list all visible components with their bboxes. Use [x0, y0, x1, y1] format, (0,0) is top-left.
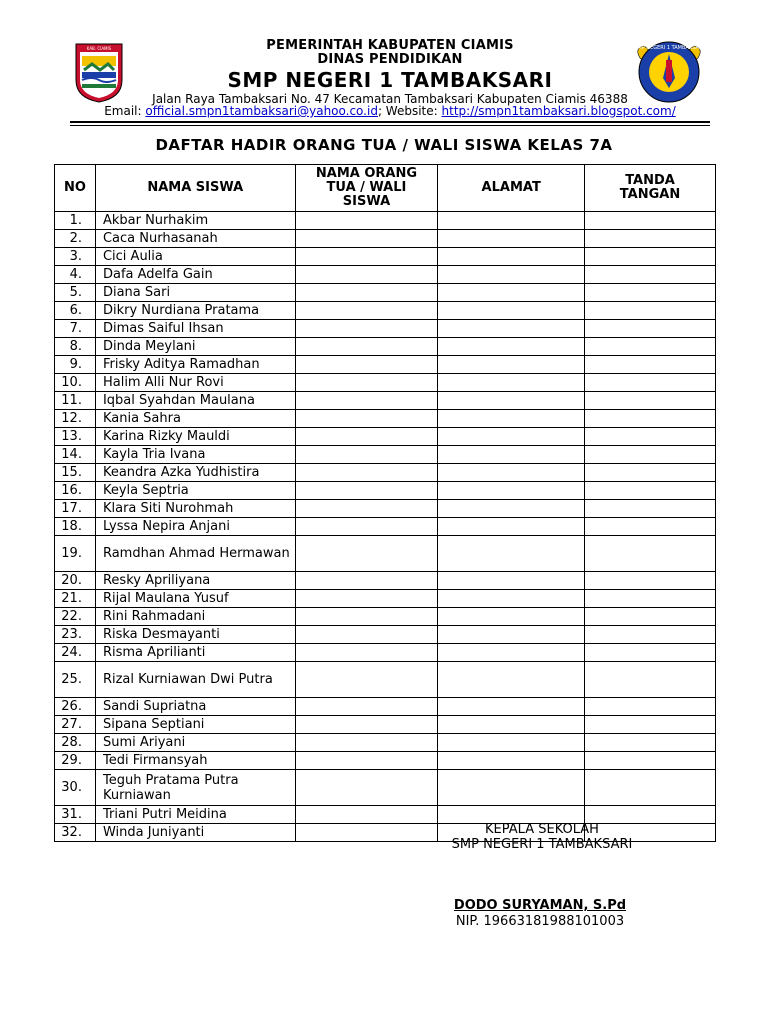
header-divider-thick — [70, 121, 710, 123]
principal-name: DODO SURYAMAN, S.Pd — [453, 898, 627, 913]
table-row — [55, 374, 716, 392]
row-number: 25. — [55, 662, 96, 698]
address-cell[interactable] — [438, 590, 585, 608]
email-label: Email: — [104, 104, 142, 118]
row-number: 7. — [55, 320, 96, 338]
parent-name-cell[interactable] — [295, 338, 438, 356]
student-name: Dafa Adelfa Gain — [95, 266, 295, 284]
website-link[interactable]: http://smpn1tambaksari.blogspot.com/ — [441, 104, 676, 118]
table-row — [55, 248, 716, 266]
student-name: Kania Sahra — [95, 410, 295, 428]
parent-name-cell[interactable] — [295, 266, 438, 284]
parent-name-cell[interactable] — [295, 230, 438, 248]
address-cell[interactable] — [438, 374, 585, 392]
address-cell[interactable] — [438, 284, 585, 302]
government-name: PEMERINTAH KABUPATEN CIAMIS — [266, 38, 514, 53]
table-row — [55, 320, 716, 338]
table-row — [55, 356, 716, 374]
document-title: DAFTAR HADIR ORANG TUA / WALI SISWA KELAS 7A — [155, 136, 613, 154]
header-student-name: NAMA SISWA — [95, 165, 295, 212]
row-number: 1. — [55, 212, 96, 230]
table-row — [55, 716, 716, 734]
address-cell[interactable] — [438, 212, 585, 230]
signature-cell[interactable] — [585, 248, 716, 266]
address-cell[interactable] — [438, 806, 585, 824]
row-number: 18. — [55, 518, 96, 536]
row-number: 32. — [55, 824, 96, 842]
signature-cell[interactable] — [585, 356, 716, 374]
table-row — [55, 662, 716, 698]
address-cell[interactable] — [438, 392, 585, 410]
signature-cell[interactable] — [585, 536, 716, 572]
website-label: ; Website: — [377, 104, 438, 118]
address-cell[interactable] — [438, 230, 585, 248]
student-name: Winda Juniyanti — [95, 824, 295, 842]
table-row — [55, 428, 716, 446]
signature-cell[interactable] — [585, 626, 716, 644]
table-row — [55, 590, 716, 608]
logo-right-caption: SMP NEGERI 1 TAMBAKSARI — [634, 45, 704, 51]
table-row — [55, 734, 716, 752]
header-no: NO — [55, 165, 96, 212]
signature-cell[interactable] — [585, 464, 716, 482]
signature-role: KEPALA SEKOLAH — [485, 822, 599, 837]
signature-cell[interactable] — [585, 338, 716, 356]
parent-name-cell[interactable] — [295, 212, 438, 230]
row-number: 6. — [55, 302, 96, 320]
address-cell[interactable] — [438, 446, 585, 464]
row-number: 12. — [55, 410, 96, 428]
signature-cell[interactable] — [585, 752, 716, 770]
parent-name-cell[interactable] — [295, 302, 438, 320]
row-number: 9. — [55, 356, 96, 374]
parent-name-cell[interactable] — [295, 716, 438, 734]
parent-name-cell[interactable] — [295, 662, 438, 698]
row-number: 20. — [55, 572, 96, 590]
address-cell[interactable] — [438, 482, 585, 500]
student-name: Karina Rizky Mauldi — [95, 428, 295, 446]
table-row — [55, 230, 716, 248]
address-cell[interactable] — [438, 572, 585, 590]
principal-nip: NIP. 19663181988101003 — [455, 914, 625, 929]
row-number: 21. — [55, 590, 96, 608]
signature-cell[interactable] — [585, 302, 716, 320]
table-row — [55, 482, 716, 500]
signature-cell[interactable] — [585, 590, 716, 608]
row-number: 29. — [55, 752, 96, 770]
parent-name-cell[interactable] — [295, 536, 438, 572]
row-number: 23. — [55, 626, 96, 644]
table-row — [55, 752, 716, 770]
table-row — [55, 302, 716, 320]
student-name: Klara Siti Nurohmah — [95, 500, 295, 518]
address-cell[interactable] — [438, 356, 585, 374]
signature-cell[interactable] — [585, 428, 716, 446]
table-row — [55, 446, 716, 464]
signature-cell[interactable] — [585, 284, 716, 302]
student-name: Risma Aprilianti — [95, 644, 295, 662]
address-cell[interactable] — [438, 626, 585, 644]
student-name: Halim Alli Nur Rovi — [95, 374, 295, 392]
signature-cell[interactable] — [585, 230, 716, 248]
student-name: Sandi Supriatna — [95, 698, 295, 716]
signature-cell[interactable] — [585, 500, 716, 518]
student-name: Tedi Firmansyah — [95, 752, 295, 770]
row-number: 4. — [55, 266, 96, 284]
address-cell[interactable] — [438, 662, 585, 698]
table-row — [55, 338, 716, 356]
signature-cell[interactable] — [585, 806, 716, 824]
parent-name-cell[interactable] — [295, 464, 438, 482]
address-cell[interactable] — [438, 770, 585, 806]
row-number: 30. — [55, 770, 96, 806]
student-name: Resky Apriliyana — [95, 572, 295, 590]
parent-name-cell[interactable] — [295, 446, 438, 464]
signature-cell[interactable] — [585, 410, 716, 428]
table-row — [55, 626, 716, 644]
row-number: 28. — [55, 734, 96, 752]
address-cell[interactable] — [438, 266, 585, 284]
student-name: Iqbal Syahdan Maulana — [95, 392, 295, 410]
table-row — [55, 536, 716, 572]
signature-cell[interactable] — [585, 698, 716, 716]
parent-name-cell[interactable] — [295, 518, 438, 536]
address-cell[interactable] — [438, 608, 585, 626]
address-cell[interactable] — [438, 752, 585, 770]
address-cell[interactable] — [438, 302, 585, 320]
signature-cell[interactable] — [585, 446, 716, 464]
row-number: 27. — [55, 716, 96, 734]
table-row — [55, 410, 716, 428]
student-name: Rizal Kurniawan Dwi Putra — [95, 662, 295, 698]
student-name: Dikry Nurdiana Pratama — [95, 302, 295, 320]
table-row — [55, 284, 716, 302]
signature-cell[interactable] — [585, 374, 716, 392]
table-header-row — [55, 165, 716, 212]
table-row — [55, 806, 716, 824]
signature-cell[interactable] — [585, 770, 716, 806]
parent-name-cell[interactable] — [295, 698, 438, 716]
signature-cell[interactable] — [585, 266, 716, 284]
address-cell[interactable] — [438, 428, 585, 446]
parent-name-cell[interactable] — [295, 626, 438, 644]
address-cell[interactable] — [438, 500, 585, 518]
student-name: Teguh Pratama Putra Kurniawan — [95, 770, 295, 806]
table-row — [55, 572, 716, 590]
table-row — [55, 644, 716, 662]
parent-name-cell[interactable] — [295, 734, 438, 752]
parent-name-cell[interactable] — [295, 770, 438, 806]
row-number: 10. — [55, 374, 96, 392]
student-name: Caca Nurhasanah — [95, 230, 295, 248]
signature-cell[interactable] — [585, 662, 716, 698]
row-number: 22. — [55, 608, 96, 626]
parent-name-cell[interactable] — [295, 482, 438, 500]
signature-cell[interactable] — [585, 716, 716, 734]
row-number: 5. — [55, 284, 96, 302]
student-name: Dimas Saiful Ihsan — [95, 320, 295, 338]
email-link[interactable]: official.smpn1tambaksari@yahoo.co.id — [145, 104, 378, 118]
signature-cell[interactable] — [585, 518, 716, 536]
student-name: Triani Putri Meidina — [95, 806, 295, 824]
address-cell[interactable] — [438, 464, 585, 482]
signature-school: SMP NEGERI 1 TAMBAKSARI — [451, 837, 633, 852]
table-row — [55, 392, 716, 410]
table-row — [55, 500, 716, 518]
parent-name-cell[interactable] — [295, 644, 438, 662]
row-number: 2. — [55, 230, 96, 248]
student-name: Keandra Azka Yudhistira — [95, 464, 295, 482]
table-row — [55, 608, 716, 626]
address-cell[interactable] — [438, 338, 585, 356]
parent-name-cell[interactable] — [295, 806, 438, 824]
signature-cell[interactable] — [585, 644, 716, 662]
address-cell[interactable] — [438, 248, 585, 266]
table-body — [55, 212, 716, 842]
parent-name-cell[interactable] — [295, 428, 438, 446]
signature-cell[interactable] — [585, 734, 716, 752]
row-number: 13. — [55, 428, 96, 446]
signature-cell[interactable] — [585, 482, 716, 500]
row-number: 31. — [55, 806, 96, 824]
signature-cell[interactable] — [585, 608, 716, 626]
signature-cell[interactable] — [585, 392, 716, 410]
student-name: Riska Desmayanti — [95, 626, 295, 644]
student-name: Rijal Maulana Yusuf — [95, 590, 295, 608]
parent-name-cell[interactable] — [295, 248, 438, 266]
row-number: 11. — [55, 392, 96, 410]
department-name: DINAS PENDIDIKAN — [317, 52, 463, 67]
parent-name-cell[interactable] — [295, 608, 438, 626]
header-divider-thin — [70, 125, 710, 126]
row-number: 3. — [55, 248, 96, 266]
header-signature: TANDA TANGAN — [585, 165, 716, 212]
address-cell[interactable] — [438, 644, 585, 662]
row-number: 8. — [55, 338, 96, 356]
row-number: 16. — [55, 482, 96, 500]
parent-name-cell[interactable] — [295, 500, 438, 518]
contact-line — [70, 104, 710, 118]
address-cell[interactable] — [438, 698, 585, 716]
parent-name-cell[interactable] — [295, 320, 438, 338]
student-name: Rini Rahmadani — [95, 608, 295, 626]
address-cell[interactable] — [438, 716, 585, 734]
student-name: Akbar Nurhakim — [95, 212, 295, 230]
table-row — [55, 212, 716, 230]
signature-cell[interactable] — [585, 320, 716, 338]
row-number: 14. — [55, 446, 96, 464]
parent-name-cell[interactable] — [295, 356, 438, 374]
student-name: Cici Aulia — [95, 248, 295, 266]
address-cell[interactable] — [438, 734, 585, 752]
address-cell[interactable] — [438, 410, 585, 428]
header-parent-name: NAMA ORANG TUA / WALI SISWA — [295, 165, 438, 212]
table-row — [55, 464, 716, 482]
row-number: 24. — [55, 644, 96, 662]
attendance-table — [54, 164, 716, 842]
address-cell[interactable] — [438, 518, 585, 536]
table-row — [55, 518, 716, 536]
student-name: Diana Sari — [95, 284, 295, 302]
student-name: Kayla Tria Ivana — [95, 446, 295, 464]
parent-name-cell[interactable] — [295, 284, 438, 302]
row-number: 17. — [55, 500, 96, 518]
student-name: Frisky Aditya Ramadhan — [95, 356, 295, 374]
student-name: Keyla Septria — [95, 482, 295, 500]
table-row — [55, 770, 716, 806]
header-address: ALAMAT — [438, 165, 585, 212]
signature-cell[interactable] — [585, 572, 716, 590]
parent-name-cell[interactable] — [295, 374, 438, 392]
signature-cell[interactable] — [585, 212, 716, 230]
parent-name-cell[interactable] — [295, 410, 438, 428]
parent-name-cell[interactable] — [295, 590, 438, 608]
row-number: 15. — [55, 464, 96, 482]
row-number: 19. — [55, 536, 96, 572]
student-name: Sumi Ariyani — [95, 734, 295, 752]
student-name: Lyssa Nepira Anjani — [95, 518, 295, 536]
row-number: 26. — [55, 698, 96, 716]
parent-name-cell[interactable] — [295, 752, 438, 770]
table-row — [55, 698, 716, 716]
parent-name-cell[interactable] — [295, 572, 438, 590]
parent-name-cell[interactable] — [295, 392, 438, 410]
address-cell[interactable] — [438, 320, 585, 338]
address-cell[interactable] — [438, 536, 585, 572]
student-name: Dinda Meylani — [95, 338, 295, 356]
logo-left-caption: KAB. CIAMIS — [86, 46, 112, 51]
school-address: Jalan Raya Tambaksari No. 47 Kecamatan Tambaksari Kabupaten Ciamis 46388 — [152, 92, 628, 106]
ciamis-regency-logo — [72, 40, 126, 104]
table-row — [55, 266, 716, 284]
student-name: Sipana Septiani — [95, 716, 295, 734]
school-name: SMP NEGERI 1 TAMBAKSARI — [227, 68, 553, 92]
student-name: Ramdhan Ahmad Hermawan — [95, 536, 295, 572]
